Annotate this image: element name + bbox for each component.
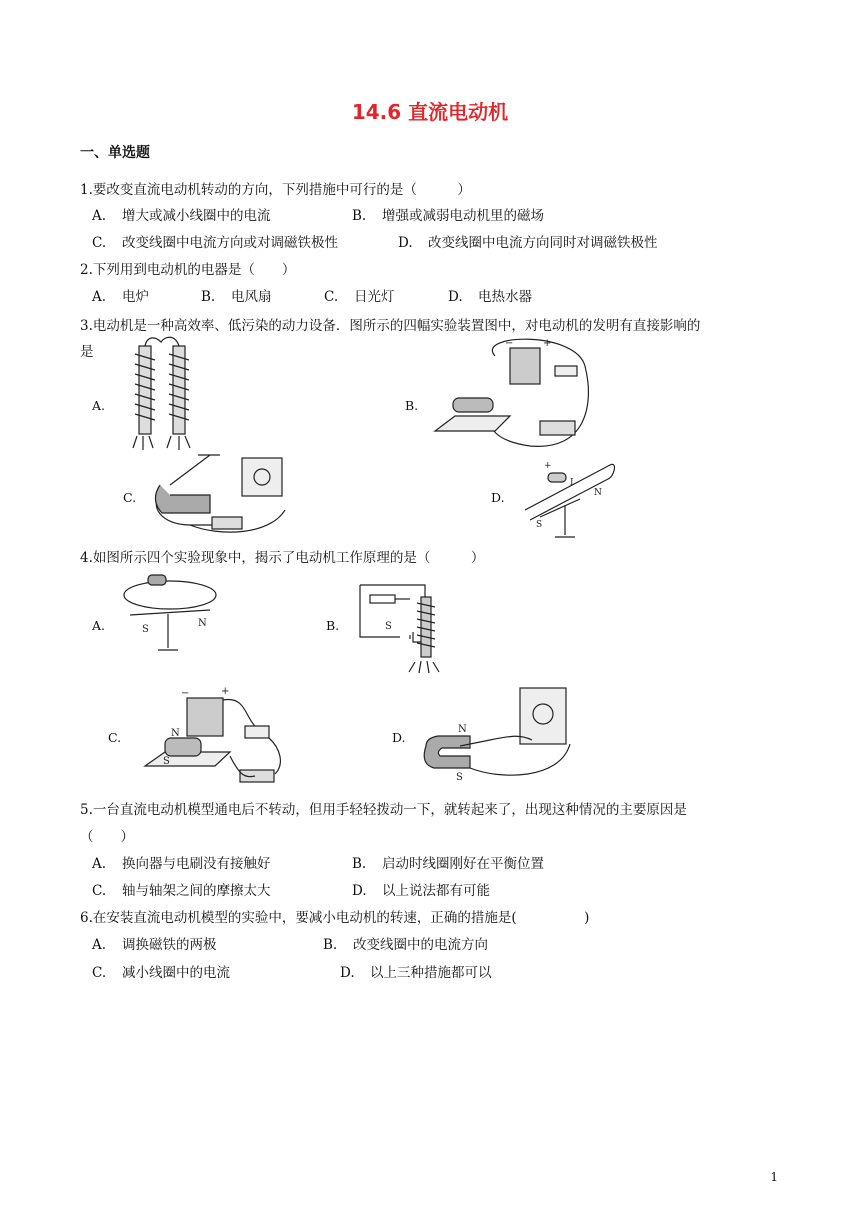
q4-figure-c-label[interactable]: C.: [108, 730, 122, 745]
q3-figure-a-label[interactable]: A.: [92, 398, 106, 413]
option-text: 日光灯: [354, 289, 395, 305]
q6-option-b[interactable]: [323, 933, 488, 953]
q1-option-b[interactable]: [352, 204, 544, 224]
q3-figure-c-induction: [150, 455, 290, 543]
option-text: 改变线圈中电流方向同时对调磁铁极性: [428, 235, 658, 251]
option-text: 改变线圈中的电流方向: [353, 937, 488, 953]
option-text: 电热水器: [478, 289, 532, 305]
q2-option-b[interactable]: [201, 285, 272, 305]
option-label: B.: [201, 289, 216, 305]
q6-option-a[interactable]: [92, 933, 217, 953]
q4-fig-a-s: S: [142, 624, 149, 635]
q4-fig-a-n: N: [198, 618, 207, 629]
page-title: 14.6 直流电动机: [351, 100, 509, 124]
option-label: D.: [398, 235, 413, 251]
q3-fig-b-plus: +: [543, 338, 552, 349]
q4-figure-b-electromagnet: [355, 577, 455, 675]
q6-option-c[interactable]: [92, 961, 230, 981]
q4-fig-c-minus: −: [181, 688, 190, 699]
option-label: B.: [352, 208, 367, 224]
q3-figure-d-oersted: [520, 455, 620, 543]
option-text: 轴与轴架之间的摩擦太大: [122, 883, 271, 899]
q5-option-a[interactable]: [92, 852, 271, 872]
q4-fig-d-n: N: [458, 724, 467, 735]
option-text: 以上说法都有可能: [382, 883, 490, 899]
q3-figure-b-label[interactable]: B.: [405, 398, 419, 413]
option-label: A.: [92, 289, 107, 305]
question-2-stem: 2.下列用到电动机的电器是（ ）: [80, 262, 296, 278]
q3-fig-d-s: S: [536, 520, 543, 530]
section-heading: 一、单选题: [80, 145, 150, 161]
q5-option-c[interactable]: [92, 879, 271, 899]
question-4-stem: 4.如图所示四个实验现象中，揭示了电动机工作原理的是（ ）: [80, 550, 485, 566]
question-3-stem-line1: 3.电动机是一种高效率、低污染的动力设备．图所示的四幅实验装置图中，对电动机的发明有直接影响的: [80, 318, 701, 334]
option-label: C.: [92, 883, 107, 899]
q5-option-d[interactable]: [352, 879, 490, 899]
option-text: 减小线圈中的电流: [122, 965, 230, 981]
q4-fig-c-n: N: [171, 728, 180, 739]
q4-fig-c-s: S: [163, 756, 170, 767]
q3-fig-d-current: I: [570, 478, 574, 488]
q2-option-c[interactable]: [324, 285, 395, 305]
q5-option-b[interactable]: [352, 852, 544, 872]
q4-figure-d-label[interactable]: D.: [392, 730, 406, 745]
q4-figure-a-oersted: [120, 570, 220, 658]
question-3-stem-line2: 是: [80, 344, 94, 360]
option-label: C.: [324, 289, 339, 305]
option-text: 电炉: [122, 289, 149, 305]
q3-figure-a-electromagnets: [125, 336, 205, 456]
q4-figure-d-induction: [420, 684, 580, 784]
option-label: B.: [352, 856, 367, 872]
option-text: 改变线圈中电流方向或对调磁铁极性: [122, 235, 338, 251]
page-number: 1: [770, 1170, 778, 1184]
option-label: A.: [92, 937, 107, 953]
q3-figure-b-circuit: [435, 336, 595, 454]
q4-fig-c-plus: +: [221, 686, 230, 697]
option-label: C.: [92, 235, 107, 251]
q4-figure-a-label[interactable]: A.: [92, 618, 106, 633]
q3-fig-b-minus: −: [505, 338, 514, 349]
q4-fig-d-s: S: [456, 772, 463, 783]
option-label: A.: [92, 208, 107, 224]
option-label: D.: [448, 289, 463, 305]
option-text: 电风扇: [231, 289, 272, 305]
question-6-stem: 6.在安装直流电动机模型的实验中，要减小电动机的转速，正确的措施是( ): [80, 910, 590, 926]
q2-option-a[interactable]: [92, 285, 149, 305]
q4-fig-b-switch: S: [385, 621, 392, 632]
q3-figure-c-label[interactable]: C.: [123, 490, 137, 505]
option-label: C.: [92, 965, 107, 981]
option-text: 增强或减弱电动机里的磁场: [382, 208, 544, 224]
option-label: B.: [323, 937, 338, 953]
q1-option-a[interactable]: [92, 204, 271, 224]
option-label: A.: [92, 856, 107, 872]
option-text: 以上三种措施都可以: [370, 965, 492, 981]
q1-option-d[interactable]: [398, 231, 658, 251]
question-5-stem-line1: 5.一台直流电动机模型通电后不转动，但用手轻轻拨动一下，就转起来了，出现这种情况的主要原因是: [80, 802, 687, 818]
q3-fig-d-plus: +: [544, 461, 552, 471]
question-1-stem: 1.要改变直流电动机转动的方向，下列措施中可行的是（ ）: [80, 182, 471, 198]
option-text: 启动时线圈刚好在平衡位置: [382, 856, 544, 872]
q2-option-d[interactable]: [448, 285, 532, 305]
option-label: D.: [352, 883, 367, 899]
option-text: 换向器与电刷没有接触好: [122, 856, 271, 872]
option-text: 调换磁铁的两极: [122, 937, 217, 953]
option-text: 增大或减小线圈中的电流: [122, 208, 271, 224]
q3-fig-d-n: N: [594, 488, 602, 498]
option-label: D.: [340, 965, 355, 981]
q3-figure-d-label[interactable]: D.: [491, 490, 505, 505]
q1-option-c[interactable]: [92, 231, 338, 251]
q6-option-d[interactable]: [340, 961, 492, 981]
question-5-stem-line2: （ ）: [80, 829, 134, 845]
q4-figure-b-label[interactable]: B.: [326, 618, 340, 633]
q4-figure-c-motor: [145, 686, 295, 786]
